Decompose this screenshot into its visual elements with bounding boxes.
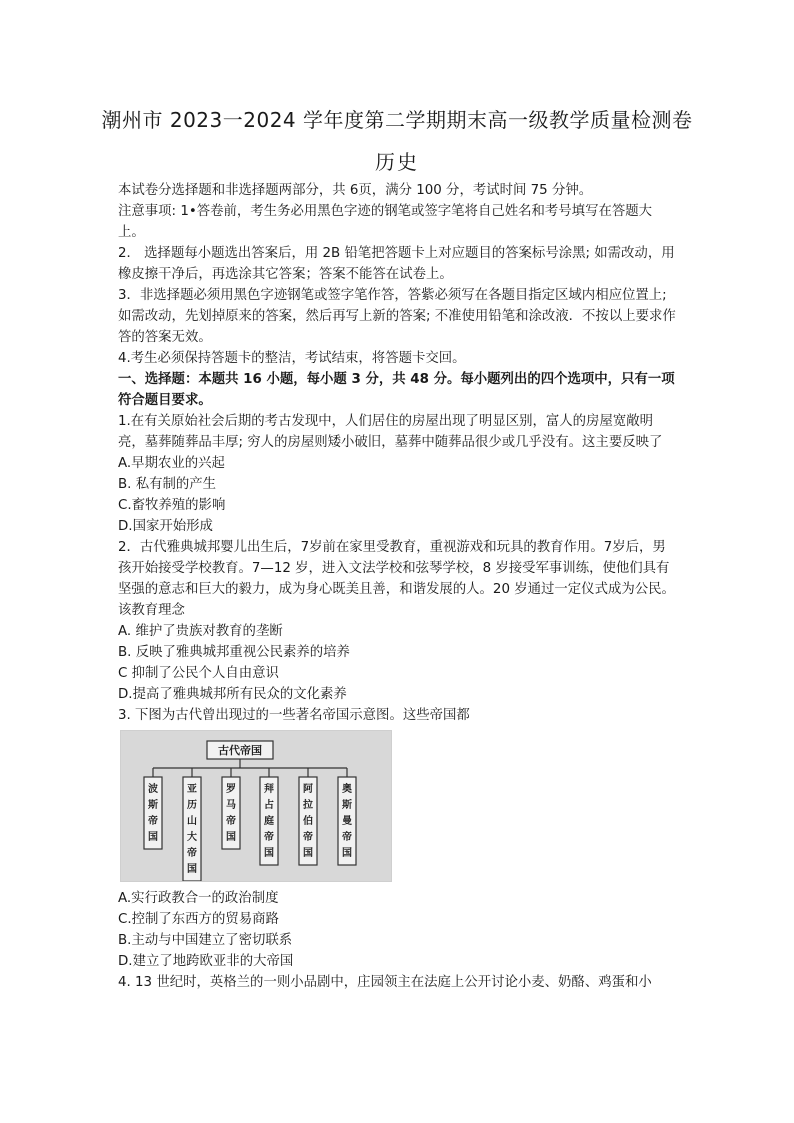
note-4: 4.考生必须保持答题卡的整洁，考试结束，将答题卡交回。 <box>118 351 466 366</box>
diagram-child-label: 拜占庭帝国 <box>264 784 274 859</box>
diagram-root-label: 古代帝国 <box>218 744 262 757</box>
question-2-option-c: C 抑制了公民个人自由意识 <box>118 666 279 681</box>
question-2-option-b: B. 反映了雅典城邦重视公民素养的培养 <box>118 645 350 660</box>
question-2-option-a: A. 维护了贵族对教育的垄断 <box>118 624 283 639</box>
diagram-child-label: 亚历山大帝国 <box>187 784 197 875</box>
question-2-option-d: D.提高了雅典城邦所有民众的文化素养 <box>118 687 347 702</box>
note-3: 3．非选择题必须用黑色字迹钢笔或签字笔作答，答紫必须写在各题目指定区域内相应位置上; 如需改动，先划掉原来的答案，然后再写上新的答案; 不准使用铅笔和涂改液．不按以上要求作答的答案无效。 <box>118 288 676 345</box>
subject-title: 历史 <box>375 150 419 174</box>
section-header: 一、选择题：本题共 16 小题，每小题 3 分，共 48 分。每小题列出的四个选项中，只有一项符合题目要求。 <box>118 372 675 408</box>
question-1-stem: 1.在有关原始社会后期的考古发现中，人们居住的房屋出现了明显区别，富人的房屋宽敞明亮，墓葬随葬品丰厚; 穷人的房屋则矮小破旧，墓葬中随葬品很少或几乎没有。这主要反映了 <box>118 414 663 450</box>
exam-body <box>118 180 678 993</box>
diagram-child-label: 波斯帝国 <box>148 784 158 843</box>
empire-diagram-svg <box>121 731 391 881</box>
intro-text: 本试卷分选择题和非选择题两部分，共 6页，满分 100 分，考试时间 75 分钟。 <box>118 183 593 198</box>
question-3-option-d: D.建立了地跨欧亚非的大帝国 <box>118 954 294 969</box>
empire-diagram <box>120 730 392 882</box>
question-4-stem: 4. 13 世纪时，英格兰的一则小品剧中，庄园领主在法庭上公开讨论小麦、奶酪、鸡蛋和小 <box>118 975 652 990</box>
question-3-option-a: A.实行政教合一的政治制度 <box>118 891 279 906</box>
diagram-child-label: 阿拉伯帝国 <box>303 784 313 859</box>
question-1-option-b: B. 私有制的产生 <box>118 477 217 492</box>
question-3-option-b: B.主动与中国建立了密切联系 <box>118 933 293 948</box>
question-3-stem: 3. 下图为古代曾出现过的一些著名帝国示意图。这些帝国都 <box>118 708 470 723</box>
question-1-option-a: A.早期农业的兴起 <box>118 456 225 471</box>
diagram-child-label: 奥斯曼帝国 <box>342 784 352 859</box>
question-1-option-d: D.国家开始形成 <box>118 519 213 534</box>
page-title: 潮州市 2023一2024 学年度第二学期期末高一级教学质量检测卷 <box>101 108 693 132</box>
note-2: 2． 选择题每小题选出答案后，用 2B 铅笔把答题卡上对应题目的答案标号涂黑; 如需改动，用橡皮擦干净后，再选涂其它答案；答案不能答在试卷上。 <box>118 246 675 282</box>
question-3-option-c: C.控制了东西方的贸易商路 <box>118 912 279 927</box>
note-1: 注意事项: 1•答卷前，考生务必用黑色字迹的钢笔或签字笔将自己姓名和考号填写在答题大上。 <box>118 204 653 240</box>
question-2-stem: 2．古代雅典城邦婴儿出生后，7岁前在家里受教育，重视游戏和玩具的教育作用。7岁后，男孩开始接受学校教育。7—12 岁，进入文法学校和弦琴学校，8 岁接受军事训练，使他们具有坚强的意志和巨大的毅力，成为身心既美且善，和谐发展的人。20 岁通过一定仪式成为公民。该教育理念 <box>118 540 675 618</box>
diagram-child-label: 罗马帝国 <box>226 784 236 843</box>
diagram-children <box>144 768 356 881</box>
question-1-option-c: C.畜牧养殖的影响 <box>118 498 226 513</box>
